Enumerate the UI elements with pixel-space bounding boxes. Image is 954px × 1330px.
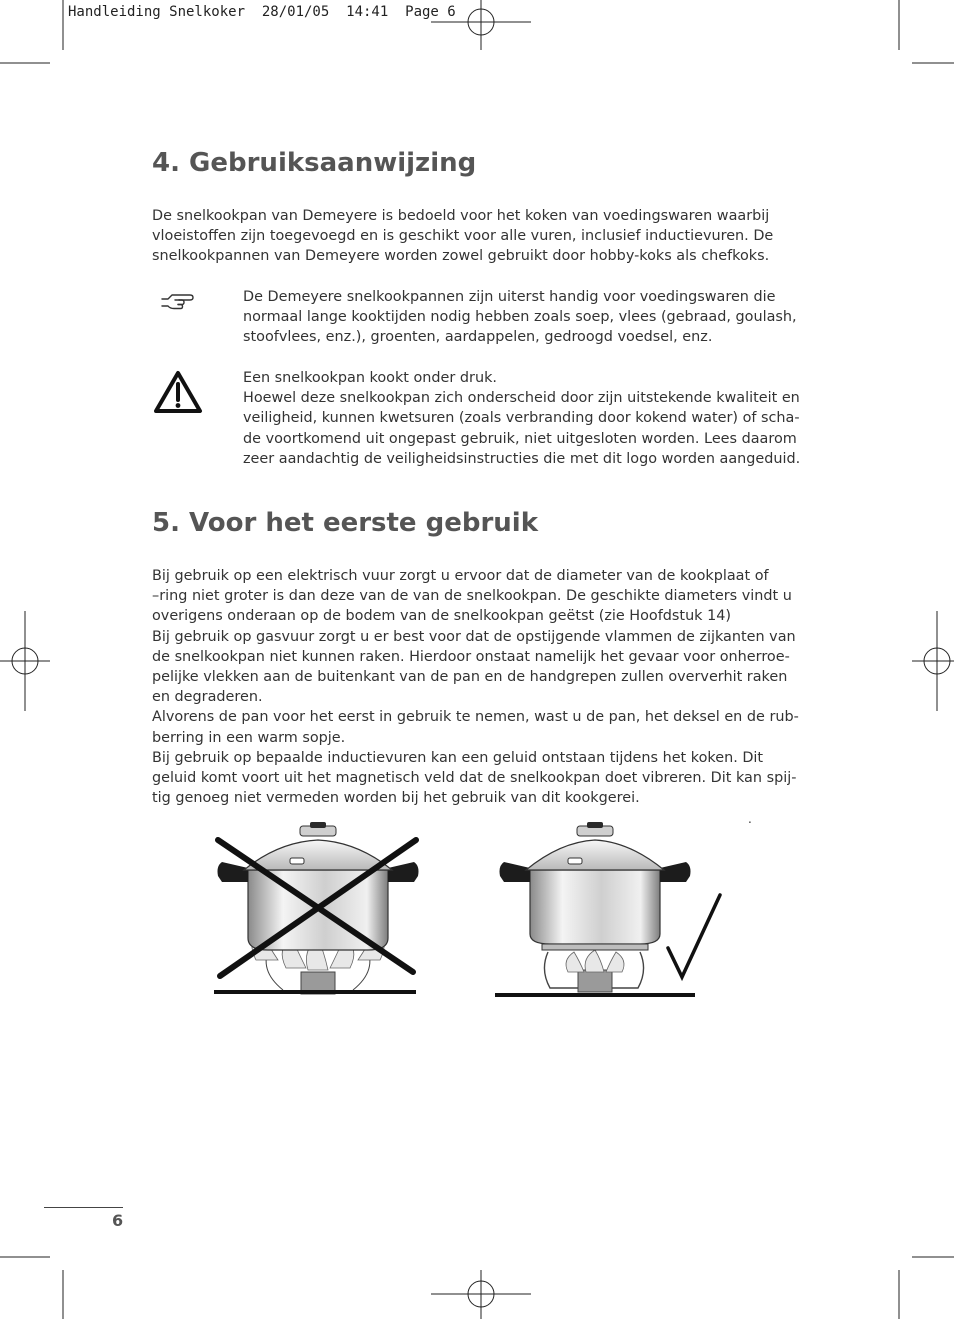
registration-mark-right bbox=[904, 606, 954, 716]
print-header: Handleiding Snelkoker 28/01/05 14:41 Page 6 bbox=[68, 4, 456, 20]
page-number: 6 bbox=[112, 1211, 124, 1230]
warning-paragraph: Een snelkookpan kookt onder druk. Hoewel deze snelkookpan zich onderscheid door zijn uitstekende kwaliteit en veiligheid, kunnen kwetsuren (zoals verbranding door kokend water) of scha- de voortkomend uit ongepast gebruik, niet uitgesloten worden. Lees daarom zeer aandachtig de veiligheidsinstructies die met dit logo worden aangeduid. bbox=[243, 370, 801, 467]
section-5-title: 5. Voor het eerste gebruik bbox=[152, 508, 539, 538]
stray-dot: . bbox=[748, 812, 752, 826]
registration-mark-top bbox=[426, 0, 536, 60]
registration-mark-left bbox=[0, 606, 60, 716]
section-5-body: Bij gebruik op een elektrisch vuur zorgt u ervoor dat de diameter van de kookplaat of –ring niet groter is dan deze van de van de snelkookpan. De geschikte diameters vindt u overigens onderaan op de bodem van de snelkookpan geëtst (zie Hoofdstuk 14) Bij gebruik op gasvuur zorgt u er best voor dat de opstijgende vlammen de zijkanten van de snelkookpan niet kunnen raken. Hierdoor onstaat namelijk het gevaar voor onherroe- pelijke vlekken aan de buitenkant van de pan en de handgrepen zullen oververhit raken en degraderen. Alvorens de pan voor het eerst in gebruik te nemen, wast u de pan, het deksel en de rub- berring in een warm sopje. Bij gebruik op bepaalde inductievuren kan een geluid ontstaan tijdens het koken. Dit geluid komt voort uit het magnetisch veld dat de snelkookpan doet vibreren. Dit kan spij- tig genoeg niet vermeden worden bij het gebruik van dit kookgerei. bbox=[152, 568, 799, 807]
warning-triangle-icon bbox=[153, 370, 203, 414]
footer-rule bbox=[44, 1207, 123, 1208]
tip-paragraph: De Demeyere snelkookpannen zijn uiterst handig voor voedingswaren die normaal lange kooktijden nodig hebben zoals soep, vlees (gebraad, goulash, stoofvlees, enz.), groenten, aardappelen, gedroogd voedsel, enz. bbox=[243, 289, 797, 346]
pan-on-gas-wrong-illustration bbox=[208, 820, 428, 1000]
check-mark-icon bbox=[668, 895, 720, 977]
pointing-hand-icon bbox=[160, 290, 196, 312]
section-4-intro: De snelkookpan van Demeyere is bedoeld voor het koken van voedingswaren waarbij vloeistoffen zijn toegevoegd en is geschikt voor alle vuren, inclusief inductievuren. De snelkookpannen van Demeyere worden zowel gebruikt door hobby-koks als chefkoks. bbox=[152, 208, 774, 265]
pan-on-gas-correct-illustration bbox=[488, 820, 728, 1000]
section-4-title: 4. Gebruiksaanwijzing bbox=[152, 148, 477, 178]
registration-mark-bottom bbox=[426, 1270, 536, 1330]
